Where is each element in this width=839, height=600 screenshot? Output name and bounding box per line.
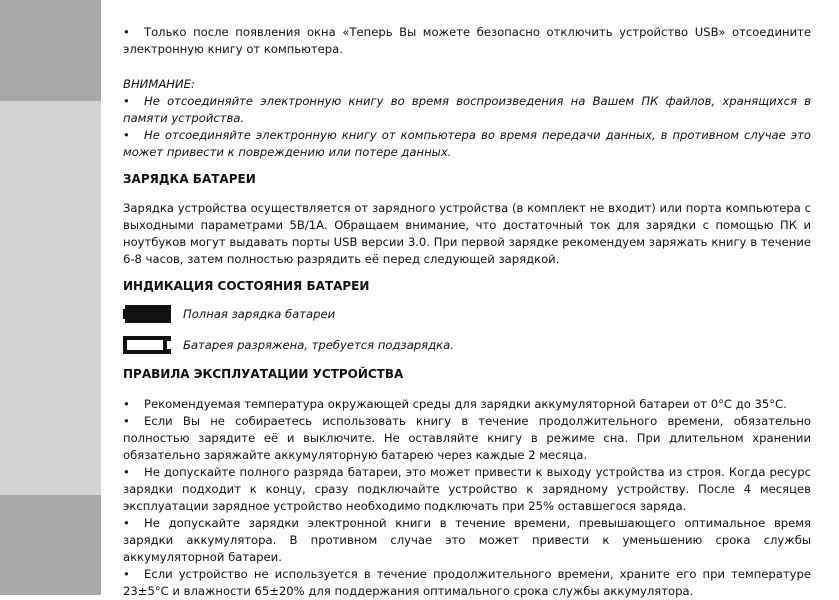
- warning-item-text: Не отсоединяйте электронную книгу во время воспроизведения на Вашем ПК файлов, хранящихся в памяти устройства.: [123, 94, 811, 125]
- rule-item-text: Если Вы не собираетесь использовать книгу в течение продолжительного времени, обязательно полностью зарядите её и выключите. Не оставляйте книгу в режиме сна. При длительном хранении обязательно заряжайте аккумуляторную батарею через каждые 2 месяца.: [123, 414, 811, 462]
- intro-bullet-text: Только после появления окна «Теперь Вы можете безопасно отключить устройство USB» отсоедините электронную книгу от компьютера.: [123, 25, 811, 56]
- warning-item-text: Не отсоединяйте электронную книгу от компьютера во время передачи данных, в противном случае это может привести к повреждению или потере данных.: [123, 128, 811, 159]
- bullet-mark: •: [123, 567, 130, 581]
- bullet-mark: •: [123, 414, 130, 428]
- indication-heading: ИНДИКАЦИЯ СОСТОЯНИЯ БАТАРЕИ: [123, 279, 370, 293]
- charging-text: Зарядка устройства осуществляется от зарядного устройства (в комплект не входит) или порта компьютера с выходными параметрами 5В/1А. Обращаем внимание, что достаточный ток для зарядки с помощью ПК и ноутбуков могут выдавать порты USB версии 3.0. При первой зарядке рекомендуем заряжать книгу в течение 6-8 часов, затем полностью разрядить её перед следующей зарядкой.: [123, 201, 811, 266]
- warning-item: [123, 93, 811, 127]
- charging-heading: ЗАРЯДКА БАТАРЕИ: [123, 172, 256, 186]
- side-band-top: [0, 0, 101, 101]
- intro-bullet: [123, 24, 811, 58]
- rules-heading: ПРАВИЛА ЭКСПЛУАТАЦИИ УСТРОЙСТВА: [123, 367, 404, 381]
- rules-list: [123, 396, 811, 600]
- battery-full-row: [123, 303, 811, 325]
- rule-item-text: Если устройство не используется в течение продолжительного времени, храните его при температуре 23±5°С и влажности 65±20% для поддержания оптимального срока службы аккумулятора.: [123, 567, 811, 598]
- rule-item: [123, 396, 811, 413]
- rule-item-text: Рекомендуемая температура окружающей среды для зарядки аккумуляторной батареи от 0°С до 35°С.: [144, 397, 787, 411]
- battery-empty-row: [123, 334, 811, 356]
- battery-empty-label: Батарея разряжена, требуется подзарядка.: [183, 337, 454, 352]
- rule-item-text: Не допускайте полного разряда батареи, это может привести к выходу устройства из строя. Когда ресурс зарядки подходит к концу, сразу подключайте устройство к зарядному устройству. После 4 месяцев эксплуатации зарядное устройство необходимо подключать при 25% оставшегося заряда.: [123, 465, 811, 513]
- rule-item-text: Не допускайте зарядки электронной книги в течение времени, превышающего оптимальное время зарядки аккумулятора. В противном случае это может привести к уменьшению срока службы аккумуляторной батареи.: [123, 516, 811, 564]
- bullet-mark: •: [123, 94, 130, 108]
- rule-item: [123, 464, 811, 515]
- bullet-mark: •: [123, 516, 130, 530]
- bullet-mark: •: [123, 128, 130, 142]
- rule-item: [123, 413, 811, 464]
- warning-title: ВНИМАНИЕ:: [123, 77, 195, 91]
- side-band-bottom: [0, 495, 101, 595]
- battery-empty-icon: [123, 334, 183, 356]
- warning-item: [123, 127, 811, 161]
- rule-item: [123, 515, 811, 566]
- battery-full-icon: [123, 303, 183, 325]
- page-content: [123, 24, 811, 600]
- side-band-middle: [0, 101, 101, 495]
- bullet-mark: •: [123, 397, 130, 411]
- bullet-mark: •: [123, 465, 130, 479]
- bullet-mark: •: [123, 25, 130, 39]
- battery-full-label: Полная зарядка батареи: [183, 306, 336, 321]
